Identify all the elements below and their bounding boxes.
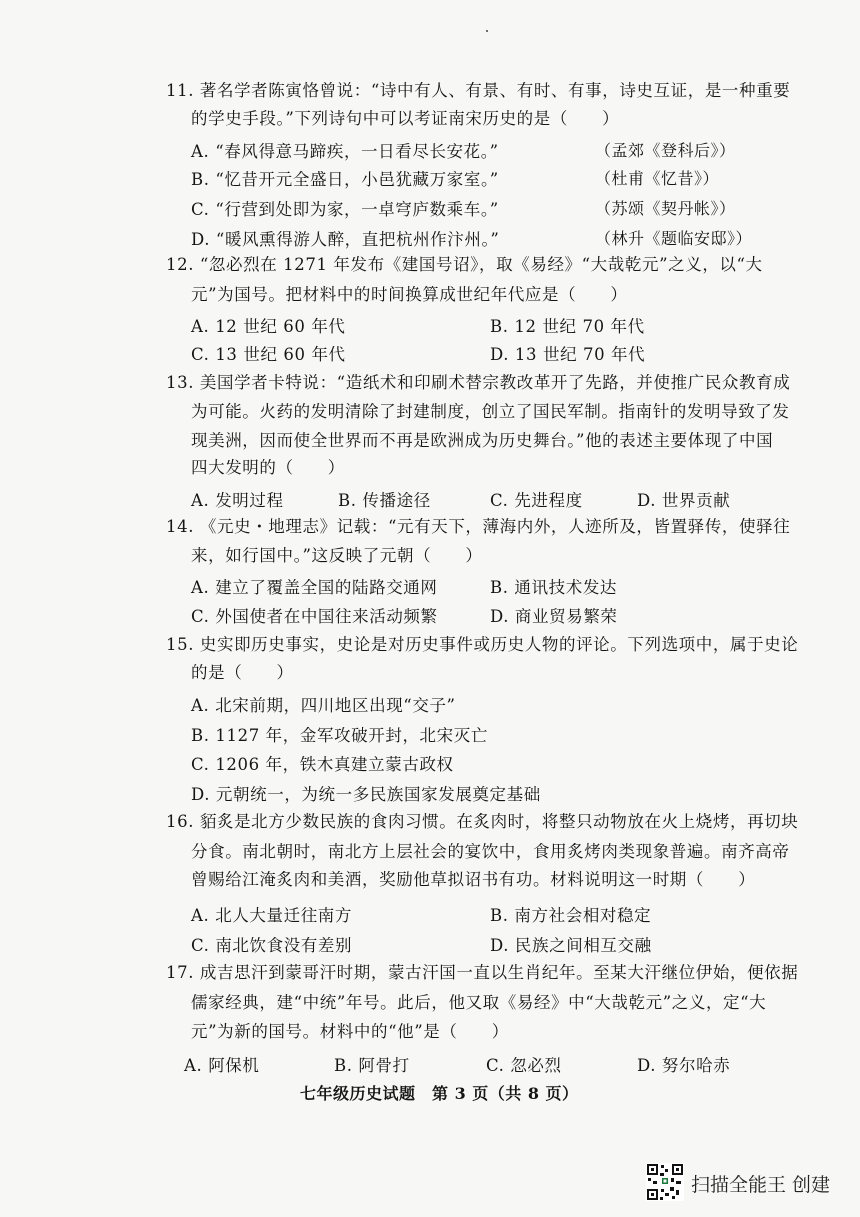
page-footer: 七年级历史试题 第 3 页（共 8 页） <box>300 1084 579 1103</box>
q16-option-a: A. 北人大量迁往南方 <box>191 906 353 925</box>
q11-option-d-source: （林升《题临安邸》） <box>595 229 753 248</box>
q11-option-c-source: （苏颂《契丹帐》） <box>595 199 736 218</box>
q13-stem-line4: 四大发明的（ ） <box>191 458 345 477</box>
q13-option-b: B. 传播途径 <box>338 491 431 510</box>
q16-stem-line1: 16. 貊炙是北方少数民族的食肉习惯。在炙肉时，将整只动物放在火上烧烤，再切块 <box>166 812 799 831</box>
q14-option-d: D. 商业贸易繁荣 <box>490 607 618 626</box>
q16-stem-line3: 曾赐给江淹炙肉和美酒，奖励他草拟诏书有功。材料说明这一时期（ ） <box>191 870 756 889</box>
q11-option-b: B. “忆昔开元全盛日，小邑犹藏万家室。” <box>191 170 499 189</box>
q15-stem-line2: 的是（ ） <box>191 663 294 682</box>
q16-stem-line2: 分食。南北朝时，南北方上层社会的宴饮中，食用炙烤肉类现象普遍。南齐高帝 <box>191 842 790 861</box>
q12-option-c: C. 13 世纪 60 年代 <box>191 345 346 364</box>
q12-stem-line1: 12. “忽必烈在 1271 年发布《建国号诏》，取《易经》“大哉乾元”之义，以“大 <box>166 255 763 274</box>
qr-code-icon <box>646 1163 684 1201</box>
q17-option-d: D. 努尔哈赤 <box>637 1056 731 1075</box>
scan-speck <box>486 30 488 32</box>
q15-option-b: B. 1127 年，金军攻破开封，北宋灭亡 <box>191 726 488 745</box>
q17-option-a: A. 阿保机 <box>184 1056 260 1075</box>
q11-option-d: D. “暖风熏得游人醉，直把杭州作汴州。” <box>191 230 500 249</box>
scanner-watermark: 扫描全能王 创建 <box>691 1174 831 1196</box>
q11-option-a-source: （孟郊《登科后》） <box>595 141 736 160</box>
q11-option-c: C. “行营到处即为家，一卓穹庐数乘车。” <box>191 200 499 219</box>
q16-option-c: C. 南北饮食没有差别 <box>191 936 353 955</box>
q17-option-b: B. 阿骨打 <box>334 1056 410 1075</box>
q12-option-b: B. 12 世纪 70 年代 <box>490 317 645 336</box>
q15-option-c: C. 1206 年，铁木真建立蒙古政权 <box>191 755 454 774</box>
q12-option-a: A. 12 世纪 60 年代 <box>191 317 346 336</box>
q16-option-b: B. 南方社会相对稳定 <box>490 906 652 925</box>
q17-stem-line2: 儒家经典，建“中统”年号。此后，他又取《易经》中“大哉乾元”之义，定“大 <box>191 993 767 1012</box>
q17-stem-line3: 元”为新的国号。材料中的“他”是（ ） <box>191 1022 509 1041</box>
q12-option-d: D. 13 世纪 70 年代 <box>490 345 646 364</box>
q13-option-a: A. 发明过程 <box>191 491 284 510</box>
q14-option-b: B. 通讯技术发达 <box>490 578 618 597</box>
q13-option-d: D. 世界贡献 <box>637 491 731 510</box>
q14-stem-line1: 14. 《元史・地理志》记载：“元有天下，薄海内外，人迹所及，皆置驿传，使驿往 <box>166 517 791 536</box>
q14-option-a: A. 建立了覆盖全国的陆路交通网 <box>191 578 438 597</box>
q14-option-c: C. 外国使者在中国往来活动频繁 <box>191 607 438 626</box>
q13-option-c: C. 先进程度 <box>490 491 583 510</box>
q11-stem-line2: 的学史手段。”下列诗句中可以考证南宋历史的是（ ） <box>191 109 620 128</box>
q11-option-a: A. “春风得意马蹄疾，一日看尽长安花。” <box>191 142 499 161</box>
q17-stem-line1: 17. 成吉思汗到蒙哥汗时期，蒙古汗国一直以生肖纪年。至某大汗继位伊始，便依据 <box>166 963 799 982</box>
q16-option-d: D. 民族之间相互交融 <box>490 936 652 955</box>
q15-option-d: D. 元朝统一，为统一多民族国家发展奠定基础 <box>191 785 541 804</box>
q15-option-a: A. 北宋前期，四川地区出现“交子” <box>191 696 456 715</box>
q11-option-b-source: （杜甫《忆昔》） <box>595 169 720 188</box>
q11-stem-line1: 11. 著名学者陈寅恪曾说：“诗中有人、有景、有时、有事，诗史互证，是一种重要 <box>166 81 791 100</box>
q12-stem-line2: 元”为国号。把材料中的时间换算成世纪年代应是（ ） <box>191 285 628 304</box>
q13-stem-line3: 现美洲，因而使全世界而不再是欧洲成为历史舞台。”他的表述主要体现了中国 <box>191 431 774 450</box>
q17-option-c: C. 忽必烈 <box>486 1056 562 1075</box>
q13-stem-line1: 13. 美国学者卡特说：“造纸术和印刷术替宗教改革开了先路，并使推广民众教育成 <box>166 373 791 392</box>
q14-stem-line2: 来，如行国中。”这反映了元朝（ ） <box>191 546 483 565</box>
q13-stem-line2: 为可能。火药的发明清除了封建制度，创立了国民军制。指南针的发明导致了发 <box>191 402 790 421</box>
q15-stem-line1: 15. 史实即历史事实，史论是对历史事件或历史人物的评论。下列选项中，属于史论 <box>166 635 799 654</box>
